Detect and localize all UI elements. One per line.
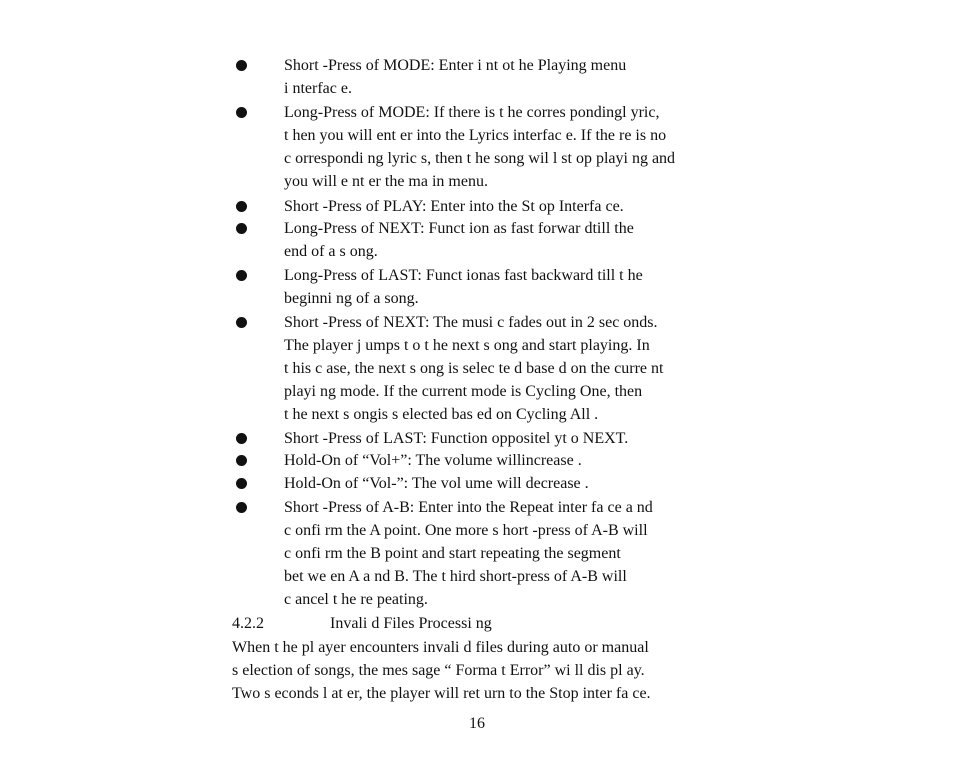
bullet-text (284, 472, 724, 495)
text-line: s election of songs, the mes sage “ Forma t Error” wi ll dis pl ay. (232, 662, 645, 679)
text-line: playi ng mode. If the current mode is Cycling One, then (284, 383, 643, 400)
text-line: Short -Press of PLAY: Enter into the St op Interfa ce. (284, 198, 624, 215)
text-line: Short -Press of MODE: Enter i nt ot he Playing menu (284, 57, 627, 74)
section-title: Invali d Files Processi ng (330, 615, 492, 632)
bullet-icon (236, 317, 247, 328)
text-line: you will e nt er the ma in menu. (284, 173, 488, 190)
bullet-text (284, 427, 724, 450)
text-line: Short -Press of A-B: Enter into the Repeat inter fa ce a nd (284, 499, 653, 516)
bullet-text (284, 311, 724, 426)
text-line: Long-Press of NEXT: Funct ion as fast forwar dtill the (284, 220, 634, 237)
text-line: When t he pl ayer encounters invali d files during auto or manual (232, 639, 649, 656)
text-line: beginni ng of a song. (284, 290, 419, 307)
text-line: Short -Press of NEXT: The musi c fades out in 2 sec onds. (284, 314, 658, 331)
text-line: c onfi rm the B point and start repeating the segment (284, 545, 621, 562)
text-line: t his c ase, the next s ong is selec te d base d on the curre nt (284, 360, 664, 377)
body-paragraph (232, 636, 732, 705)
bullet-icon (236, 433, 247, 444)
text-line: end of a s ong. (284, 243, 378, 260)
bullet-text (284, 217, 724, 263)
bullet-icon (236, 107, 247, 118)
bullet-icon (236, 502, 247, 513)
bullet-icon (236, 455, 247, 466)
bullet-text (284, 101, 724, 193)
text-line: c orrespondi ng lyric s, then t he song wil l st op playi ng and (284, 150, 676, 167)
bullet-text (284, 496, 724, 611)
text-line: bet we en A a nd B. The t hird short-press of A-B will (284, 568, 627, 585)
bullet-text (284, 195, 724, 218)
bullet-text (284, 264, 724, 310)
bullet-icon (236, 223, 247, 234)
text-line: Two s econds l at er, the player will ret urn to the Stop inter fa ce. (232, 685, 651, 702)
bullet-text (284, 54, 724, 100)
bullet-icon (236, 60, 247, 71)
text-line: c ancel t he re peating. (284, 591, 428, 608)
page-number: 16 (469, 715, 485, 732)
text-line: Short -Press of LAST: Function oppositel yt o NEXT. (284, 430, 629, 447)
bullet-icon (236, 201, 247, 212)
text-line: c onfi rm the A point. One more s hort -press of A-B will (284, 522, 648, 539)
text-line: Hold-On of “Vol+”: The volume willincrease . (284, 452, 582, 469)
text-line: Long-Press of MODE: If there is t he corres pondingl yric, (284, 104, 660, 121)
text-line: t he next s ongis s elected bas ed on Cycling All . (284, 406, 599, 423)
text-line: i nterfac e. (284, 80, 352, 97)
bullet-text (284, 449, 724, 472)
text-line: Long-Press of LAST: Funct ionas fast backward till t he (284, 267, 643, 284)
text-line: Hold-On of “Vol-”: The vol ume will decrease . (284, 475, 589, 492)
section-number: 4.2.2 (232, 615, 264, 632)
bullet-icon (236, 478, 247, 489)
text-line: t hen you will ent er into the Lyrics interfac e. If the re is no (284, 127, 667, 144)
text-line: The player j umps t o t he next s ong and start playing. In (284, 337, 650, 354)
bullet-icon (236, 270, 247, 281)
